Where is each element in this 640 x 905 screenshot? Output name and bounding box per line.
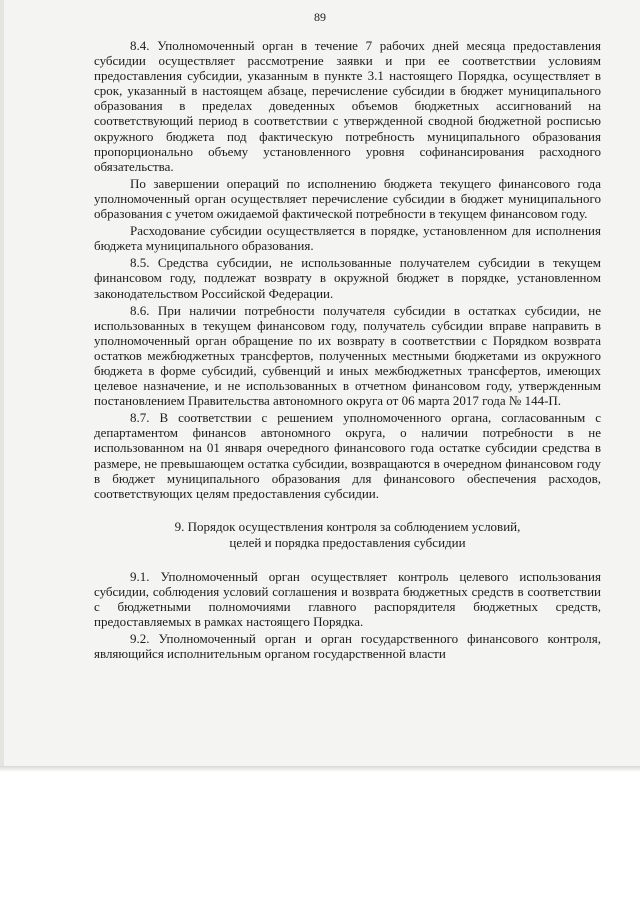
paragraph-9-2: 9.2. Уполномоченный орган и орган государственного финансового контроля, являющийся исполнительным органом государственной власти [94, 631, 601, 662]
scan-bottom-edge [0, 766, 640, 772]
section-heading-line-1: 9. Порядок осуществления контроля за соблюдением условий, [174, 518, 521, 534]
paragraph-8-4: 8.4. Уполномоченный орган в течение 7 рабочих дней месяца предоставления субсидии осуществляет рассмотрение заявки и при ее соответствии условиям предоставления субсидии, указанным в пункте 3.1 настоящего Порядка, осуществляет в срок, указанный в настоящем абзаце, перечисление субсидии в бюджет муниципального образования в пределах доведенных объемов бюджетных ассигнований на соответствующий период в соответствии с утвержденной сводной бюджетной росписью окружного бюджета под фактическую потребность муниципального образования пропорционально объему установленного уровня софинансирования расходного обязательства. [94, 38, 601, 174]
paragraph-8-7: 8.7. В соответствии с решением уполномоченного органа, согласованным с департаментом финансов автономного округа, о наличии потребности в не использованном на 01 января очередного финансового года остатке субсидии средства в размере, не превышающем остатка субсидии, возвращаются в очередном финансовом году в бюджет муниципального образования для финансового обеспечения расходов, соответствующих целям предоставления субсидии. [94, 410, 601, 501]
paragraph-9-1: 9.1. Уполномоченный орган осуществляет контроль целевого использования субсидии, соблюдения условий соглашения и возврата бюджетных средств в соответствии с бюджетными полномочиями главного распорядителя бюджетных средств, предоставляемых в рамках настоящего Порядка. [94, 568, 601, 630]
scan-edge [0, 0, 4, 770]
document-body [94, 38, 601, 663]
page-number: 89 [314, 10, 326, 24]
paragraph-spending-order: Расходование субсидии осуществляется в порядке, установленном для исполнения бюджета муниципального образования. [94, 223, 601, 254]
section-heading-line-2: целей и порядка предоставления субсидии [229, 534, 466, 550]
paragraph-8-5: 8.5. Средства субсидии, не использованные получателем субсидии в текущем финансовом году, подлежат возврату в окружной бюджет в порядке, установленном законодательством Российской Федерации. [94, 255, 601, 301]
paragraph-transfer-completion: По завершении операций по исполнению бюджета текущего финансового года уполномоченный орган осуществляет перечисление субсидии в бюджет муниципального образования с учетом ожидаемой фактической потребности в текущем финансовом году. [94, 175, 601, 222]
paragraph-8-6: 8.6. При наличии потребности получателя субсидии в остатках субсидии, не использованных в текущем финансовом году, получатель субсидии вправе направить в уполномоченный орган обращение по их возврату в соответствии с Порядком возврата остатков межбюджетных трансфертов, полученных местными бюджетами из окружного бюджета в форме субсидий, субвенций и иных межбюджетных трансфертов, имеющих целевое назначение, и не использованных в отчетном финансовом году, утвержденным постановлением Правительства автономного округа от 06 марта 2017 года № 144-П. [94, 302, 601, 409]
section-heading [94, 519, 601, 551]
